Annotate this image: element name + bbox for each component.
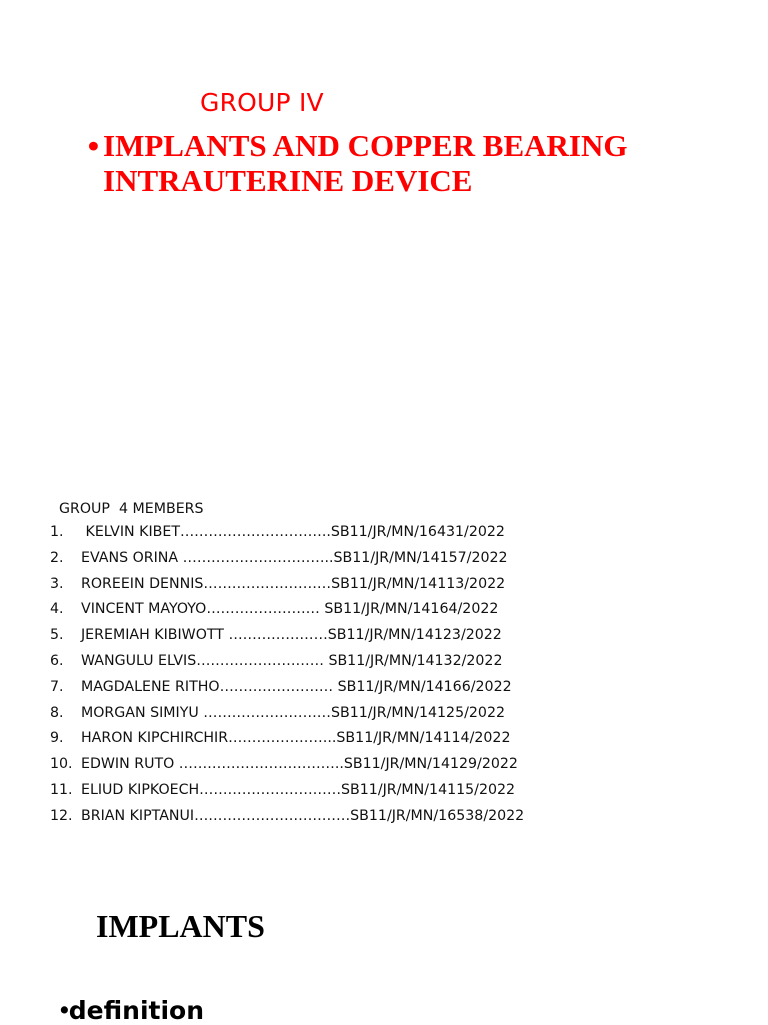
group-title: GROUP IV xyxy=(200,88,324,117)
member-text: KELVIN KIBET…………………………..SB11/JR/MN/16431/2022 xyxy=(81,524,505,540)
member-text: WANGULU ELVIS……………………… SB11/JR/MN/14132/2022 xyxy=(81,652,503,669)
section-heading: IMPLANTS xyxy=(96,908,265,944)
member-number: 12. xyxy=(50,807,73,824)
member-item xyxy=(50,572,524,598)
member-item xyxy=(50,778,524,804)
member-number: 6. xyxy=(50,652,64,669)
member-text: ROREEIN DENNIS………………………SB11/JR/MN/14113/2022 xyxy=(81,575,506,592)
member-text: VINCENT MAYOYO…………………… SB11/JR/MN/14164/2022 xyxy=(81,601,499,618)
member-item xyxy=(50,804,524,830)
member-text: ELIUD KIPKOECH…………………………SB11/JR/MN/14115/2022 xyxy=(81,781,516,798)
member-number: 7. xyxy=(50,678,64,695)
member-number: 8. xyxy=(50,704,64,721)
member-list xyxy=(50,520,524,830)
topic-line-1: IMPLANTS AND COPPER BEARING xyxy=(103,128,628,163)
member-item xyxy=(50,752,524,778)
member-item xyxy=(50,726,524,752)
member-item xyxy=(50,597,524,623)
topic-bullet: • xyxy=(88,128,99,163)
member-item xyxy=(50,675,524,701)
member-number: 4. xyxy=(50,601,64,618)
member-item xyxy=(50,520,524,546)
definition-bullet: • xyxy=(60,996,69,1024)
member-number: 11. xyxy=(50,781,73,798)
member-text: MAGDALENE RITHO…………………… SB11/JR/MN/14166/2022 xyxy=(81,678,512,695)
member-number: 3. xyxy=(50,575,64,592)
member-text: HARON KIPCHIRCHIR…………………..SB11/JR/MN/14114/2022 xyxy=(81,730,511,747)
member-number: 10. xyxy=(50,756,73,773)
member-number: 5. xyxy=(50,627,64,644)
member-number: 2. xyxy=(50,549,64,566)
member-text: BRIAN KIPTANUI……………………………SB11/JR/MN/16538/2022 xyxy=(81,807,525,824)
member-item xyxy=(50,701,524,727)
member-number: 1. xyxy=(50,524,64,540)
topic-title xyxy=(88,128,748,198)
member-text: MORGAN SIMIYU ………………………SB11/JR/MN/14125/2022 xyxy=(81,704,505,721)
members-section xyxy=(50,498,524,830)
topic-text xyxy=(103,128,627,198)
member-number: 9. xyxy=(50,730,64,747)
member-text: EDWIN RUTO ……………………………..SB11/JR/MN/14129/2022 xyxy=(81,756,518,773)
definition-bullet-item xyxy=(60,996,204,1025)
member-item xyxy=(50,623,524,649)
topic-line-2: INTRAUTERINE DEVICE xyxy=(103,163,473,198)
member-item xyxy=(50,649,524,675)
member-item xyxy=(50,546,524,572)
members-heading: GROUP 4 MEMBERS xyxy=(59,501,204,517)
member-text: JEREMIAH KIBIWOTT …………………SB11/JR/MN/14123/2022 xyxy=(81,627,502,644)
member-text: EVANS ORINA …………………………..SB11/JR/MN/14157/2022 xyxy=(81,549,508,566)
definition-text: definition xyxy=(68,996,205,1025)
